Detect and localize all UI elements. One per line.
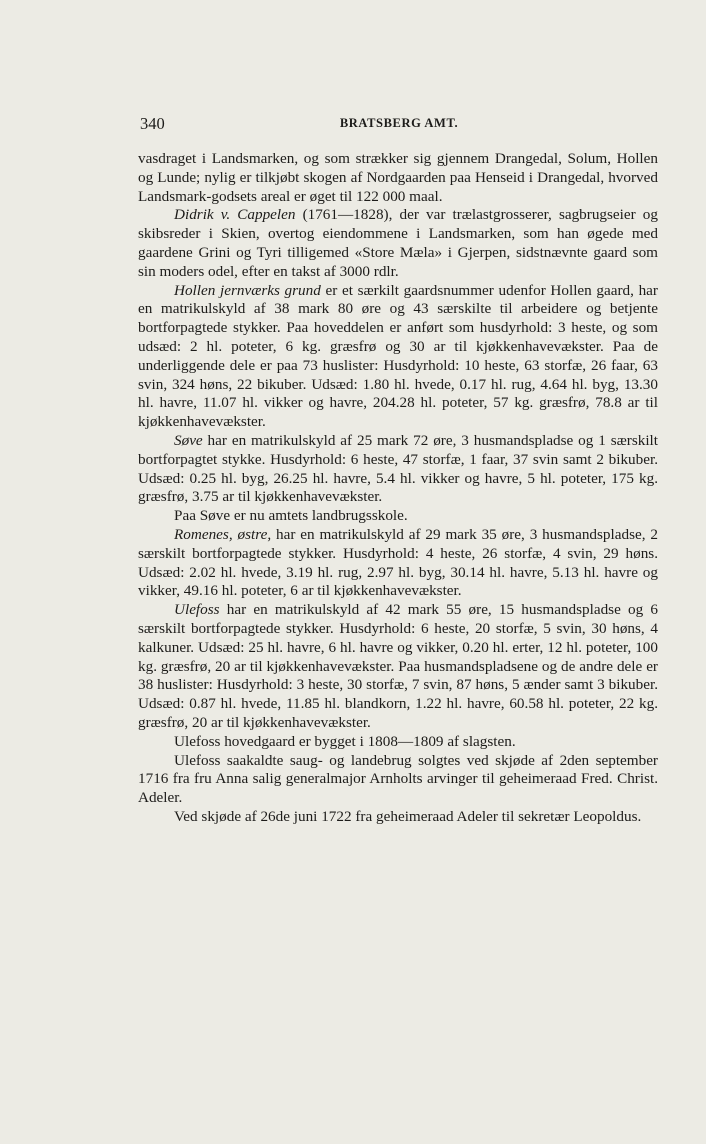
paragraph-text: Ved skjøde af 26de juni 1722 fra geheimeraad Adeler til sekretær Leopoldus. <box>174 807 642 825</box>
paragraph-lead: Hollen jernværks grund <box>174 281 321 299</box>
page-header <box>140 114 658 134</box>
paragraph-lead: Ulefoss <box>174 601 220 619</box>
paragraph-text: har en matrikulskyld af 25 mark 72 øre, 3 husmandspladse og 1 særskilt bortforpagtet stykke. Husdyrhold: 6 heste, 47 storfæ, 1 faar, 37 svin samt 2 bikuber. Udsæd: 0.25 hl. byg, 26.25 hl. havre, 5.4 hl. vikker og havre, 5 hl. poteter, 175 kg. græsfrø, 3.75 ar til kjøkkenhavevækster. <box>138 431 658 506</box>
paragraph-text: Ulefoss hovedgaard er bygget i 1808—1809 af slagsten. <box>174 732 516 750</box>
paragraph-text: Ulefoss saakaldte saug- og landebrug solgtes ved skjøde af 2den september 1716 fra fru Anna salig generalmajor Arnholts arvinger til geheimeraad Fred. Christ. Adeler. <box>138 751 658 807</box>
paragraph-text: er et særkilt gaardsnummer udenfor Hollen gaard, har en matrikulskyld af 38 mark 80 øre og 43 særskilte til arbeidere og betjente bortforpagtede stykker. Paa hoveddelen er anført som husdyrhold: 3 heste, og som udsæd: 2 hl. poteter, 6 kg. græsfrø og 30 ar til kjøkkenhavevækster. Paa de underliggende dele er paa 73 huslister: Husdyrhold: 10 heste, 63 storfæ, 26 faar, 63 svin, 324 høns, 22 bikuber. Udsæd: 1.80 hl. hvede, 0.17 hl. rug, 4.64 hl. byg, 13.30 hl. havre, 11.07 hl. vikker og havre, 204.28 hl. poteter, 57 kg. græsfrø, 78.8 ar til kjøkkenhavevækster. <box>138 281 658 431</box>
running-head: BRATSBERG AMT. <box>339 116 459 130</box>
paragraph-lead: Søve <box>174 431 203 449</box>
paragraph-lead: Romenes, østre, <box>174 525 272 543</box>
paragraph-hollen <box>138 282 658 432</box>
paragraph-text: vasdraget i Landsmarken, og som strækker sig gjennem Drangedal, Solum, Hollen og Lunde; nylig er tilkjøbt skogen af Nordgaarden paa Henseid i Drangedal, hvorved Landsmark-godsets areal er øget til 122 000 maal. <box>138 150 658 205</box>
paragraph-text: (1761—1828), der var trælastgrosserer, sagbrugseier og skibsreder i Skien, overtog eiendommene i Landsmarken, som han øgede med gaardene Grini og Tyri tilligemed «Store Mæla» i Gjerpen, sidstnævnte gaard som sin moders odel, efter en takst af 3000 rdlr. <box>138 206 658 280</box>
paragraph-text: har en matrikulskyld af 42 mark 55 øre, 15 husmandspladse og 6 særskilt bortforpagtede stykker. Husdyrhold: 6 heste, 20 storfæ, 5 svin, 30 høns, 4 kalkuner. Udsæd: 25 hl. havre, 6 hl. havre og vikker, 0.20 hl. erter, 12 hl. poteter, 100 kg. græsfrø, 20 ar til kjøkkenhavevækster. Paa husmandspladsene og de andre dele er 38 huslister: Husdyrhold: 3 heste, 30 storfæ, 7 svin, 87 høns, 5 ænder samt 3 bikuber. Udsæd: 0.87 hl. hvede, 11.85 hl. blandkorn, 1.22 hl. havre, 60.58 hl. poteter, 22 kg. græsfrø, 20 ar til kjøkkenhavevækster. <box>138 601 658 731</box>
body-text <box>138 150 658 827</box>
paragraph-romenes <box>138 526 658 601</box>
paragraph-ulefoss-sale <box>138 752 658 808</box>
paragraph-sove <box>138 432 658 507</box>
paragraph-ulefoss <box>138 601 658 733</box>
paragraph-text: har en matrikulskyld af 29 mark 35 øre, 3 husmandspladse, 2 særskilt bortforpagtede stykker. Husdyrhold: 4 heste, 26 storfæ, 4 svin, 29 høns. Udsæd: 2.02 hl. hvede, 3.19 hl. rug, 2.97 hl. byg, 30.14 hl. havre, 5.13 hl. havre og vikker, 49.16 hl. poteter, 6 ar til kjøkkenhavevækster. <box>138 525 659 600</box>
paragraph-text: Paa Søve er nu amtets landbrugsskole. <box>174 507 408 525</box>
paragraph-sove-school <box>138 507 658 526</box>
paragraph-landsmarken <box>138 150 658 206</box>
paragraph-cappelen <box>138 206 658 281</box>
paragraph-skjode-1722 <box>138 808 658 827</box>
paragraph-ulefoss-hovedgaard <box>138 733 658 752</box>
page-number: 340 <box>140 114 165 133</box>
paragraph-lead: Didrik v. Cappelen <box>174 206 296 224</box>
